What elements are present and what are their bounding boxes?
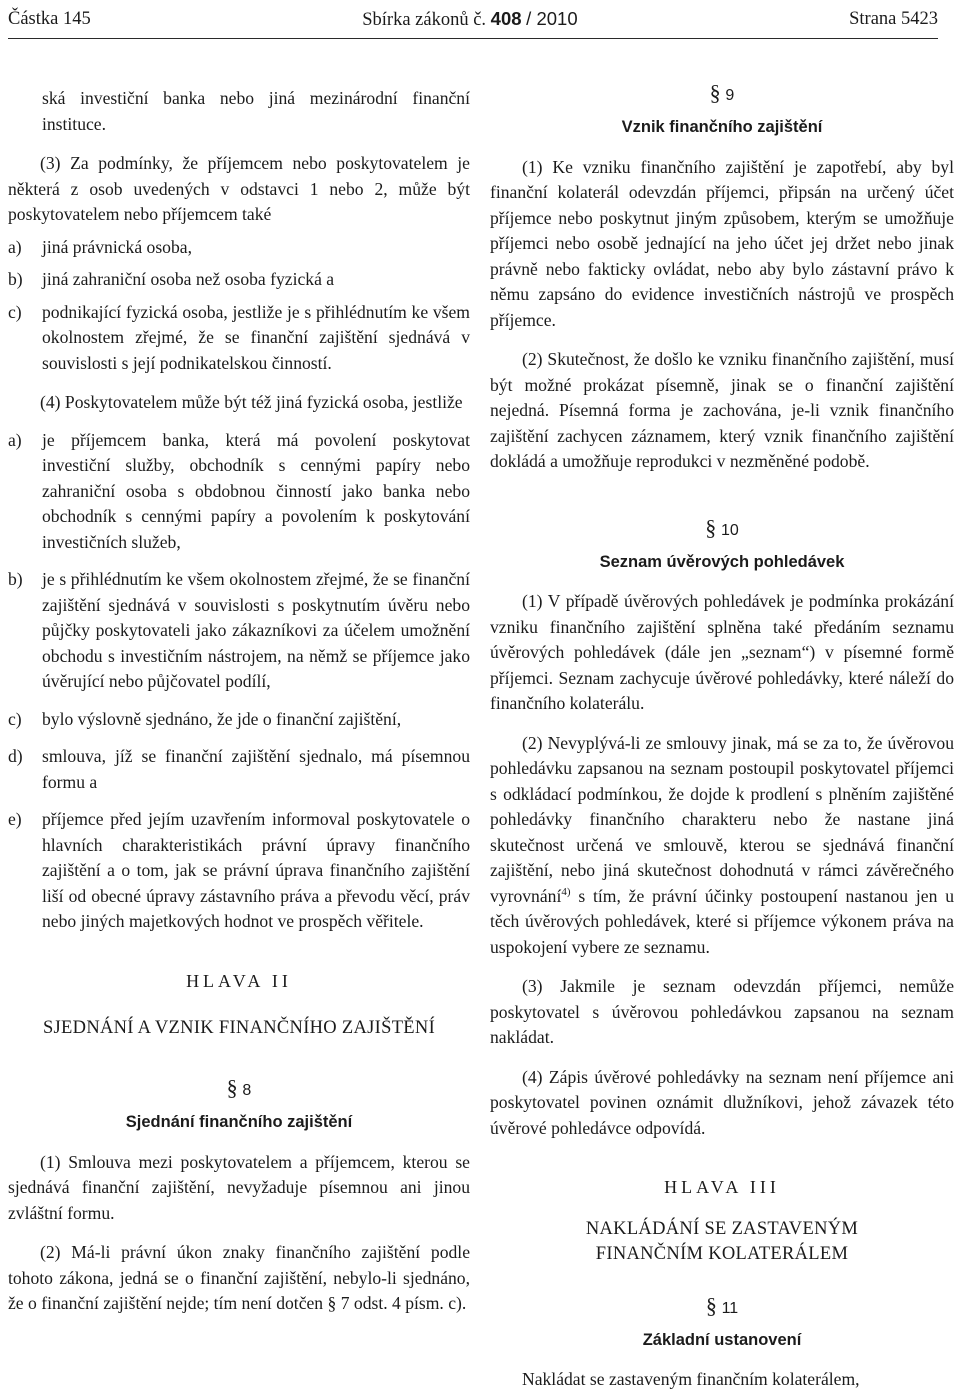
section-9-paragraph-2: (2) Skutečnost, že došlo ke vzniku finančního zajištění, musí být možné prokázat písemně, jinak se o finanční zajištění nejedná. Písemná forma je zachována, je-li vznik finančního zajištění zachycen záznamem, který vznik finančního zajištění dokládá a umožňuje reprodukci v nezměněné podobě. — [490, 349, 954, 471]
list-item — [8, 235, 470, 261]
header-law-year: / 2010 — [526, 7, 578, 29]
part-title: SJEDNÁNÍ A VZNIK FINANČNÍHO ZAJIŠTĚNÍ — [42, 1018, 436, 1038]
left-column — [8, 86, 470, 1317]
list-item-text: bylo výslovně sjednáno, že jde o finanční zajištění, — [42, 708, 402, 729]
list-item — [8, 807, 470, 935]
section-number: 8 — [242, 1082, 252, 1099]
section-symbol: § — [705, 514, 717, 540]
list-item-label: a) — [8, 236, 22, 257]
list-item — [8, 267, 470, 293]
section-symbol: § — [709, 80, 721, 105]
list-item-label: b) — [8, 569, 23, 589]
paragraph-3-list — [8, 235, 470, 377]
section-number: 10 — [720, 521, 739, 539]
list-item-text: je příjemcem banka, která má povolení poskytovat investiční služby, obchodník s cennými papíry nebo zahraniční osoba s obdobnou činností jako banka nebo obchodník s cennými papíry a povolením k poskytování investičních služeb, — [42, 429, 470, 552]
part-heading: HLAVA III — [664, 1177, 780, 1197]
section-9-paragraph-1: (1) Ke vzniku finančního zajištění je zapotřebí, aby byl finanční kolaterál odevzdán příjemci, připsán na určený účet příjemce nebo poskytnut jiným způsobem, kterým se umožňuje příjemci nebo osobě jednající na jeho účet jej držet nebo jinak právně nebo fakticky ovládat, nebo aby bylo zástavní právo k němu zapsáno do evidence investičních nástrojů ve prospěch příjemce. — [490, 156, 954, 330]
list-item-text: smlouva, jíž se finanční zajištění sjednalo, má písemnou formu a — [42, 746, 470, 792]
header-collection-prefix: Sbírka zákonů č. — [362, 9, 487, 30]
list-item-label: b) — [8, 269, 23, 289]
list-item — [8, 707, 470, 733]
section-number: 9 — [725, 87, 735, 104]
list-item-text: je s přihlédnutím ke všem okolnostem zřejmé, že se finanční zajištění sjednává v souvislosti s poskytnutím úvěru nebo půjčky poskytovateli jako zákazníkovi za účelem umožnění obchodu s investičním nástrojem, na němž se příjemce jako úvěrující nebo půjčovatel podílí, — [42, 569, 470, 691]
header-issue: Částka 145 — [8, 8, 91, 29]
paragraph-4-list — [8, 428, 470, 935]
section-8-title: Sjednání finančního zajištění — [125, 1113, 353, 1131]
part-heading: HLAVA II — [186, 970, 292, 991]
list-item — [8, 744, 470, 795]
list-item — [8, 300, 470, 377]
section-symbol: § — [705, 1292, 717, 1318]
header-law-number: 408 — [490, 7, 522, 29]
list-item-label: c) — [8, 708, 22, 729]
part-title-line-2: FINANČNÍM KOLATERÁLEM — [595, 1243, 849, 1264]
right-column — [490, 80, 954, 1393]
list-item-label: d) — [8, 746, 23, 766]
section-10-heading — [490, 515, 954, 544]
paragraph-3: (3) Za podmínky, že příjemcem nebo poskytovatelem je některá z osob uvedených v odstavci 1 nebo 2, může být poskytovatelem nebo příjemcem také — [8, 153, 470, 224]
section-9-heading — [490, 80, 954, 109]
list-item-text: jiná zahraniční osoba než osoba fyzická a — [42, 269, 335, 289]
list-item-label: a) — [8, 429, 22, 450]
section-11-heading — [490, 1293, 954, 1322]
part-title-line-1: NAKLÁDÁNÍ SE ZASTAVENÝM — [585, 1218, 859, 1239]
section-10-paragraph-2 — [490, 731, 954, 961]
section-11-title: Základní ustanovení — [642, 1330, 802, 1349]
paragraph-text: s tím, že právní účinky postoupení nastanou jen u těch úvěrových pohledávek, které si příjemce výkonem práva na uspokojení vybere ze seznamu. — [490, 885, 954, 957]
paragraph-4: (4) Poskytovatelem může být též jiná fyzická osoba, jestliže — [40, 392, 463, 412]
list-item-text: jiná právnická osoba, — [42, 236, 192, 257]
section-8-paragraph-2: (2) Má-li právní úkon znaky finančního zajištění podle tohoto zákona, jedná se o finanční zajištění, nebylo-li sjednáno, že o finanční zajištění nejde; tím není dotčen § 7 odst. 4 písm. c). — [8, 1242, 470, 1313]
list-item — [8, 428, 470, 556]
list-item-text: podnikající fyzická osoba, jestliže je s přihlédnutím ke všem okolnostem zřejmé, že se finanční zajištění sjednává v souvislosti s její podnikatelskou činností. — [42, 301, 470, 373]
section-symbol: § — [226, 1075, 238, 1100]
section-11-paragraph-1: Nakládat se zastaveným finančním kolaterálem, — [522, 1369, 860, 1389]
list-item-text: příjemce před jejím uzavřením informoval poskytovatele o hlavních charakteristikách právní úpravy finančního zajištění a o tom, jak se právní úprava finančního zajištění liší od obecné úpravy zástavního práva a převodu věcí, práv nebo jiných majetkových hodnot ve prospěch věřitele. — [42, 809, 470, 931]
section-8-paragraph-1: (1) Smlouva mezi poskytovatelem a příjemcem, kterou se sjednává finanční zajištění, nevyžaduje písemnou ani jinou zvláštní formu. — [8, 1151, 470, 1223]
section-number: 11 — [721, 1299, 739, 1317]
list-item-label: e) — [8, 809, 22, 829]
header-collection — [362, 8, 577, 31]
list-item-label: c) — [8, 301, 22, 322]
footnote-reference: 4) — [561, 885, 571, 898]
section-10-paragraph-3: (3) Jakmile je seznam odevzdán příjemci, nemůže poskytovatel s úvěrovou pohledávkou zapsanou na seznam nakládat. — [490, 976, 954, 1047]
section-10-title: Seznam úvěrových pohledávek — [599, 552, 845, 571]
list-item — [8, 567, 470, 695]
paragraph-text: (2) Nevyplývá-li ze smlouvy jinak, má se za to, že úvěrovou pohledávku zapsanou na seznam postoupil poskytovatel příjemci s odkládací podmínkou, že dojde k prodlení s plněním zajištěné pohledávky finančního charakteru nebo že nastane jiná skutečnost určená ve smlouvě, kterou se sjednává finanční zajištění, nebo jiná skutečnost dohodnutá v rámci závěrečného vyrovnání — [490, 732, 954, 906]
section-8-heading — [8, 1075, 470, 1104]
section-10-paragraph-4: (4) Zápis úvěrové pohledávky na seznam není příjemce ani poskytovatel povinen oznámit dlužníkovi, jehož závazek této úvěrové pohledávce odpovídá. — [490, 1066, 954, 1138]
section-10-paragraph-1: (1) V případě úvěrových pohledávek je podmínka prokázání vzniku finančního zajištění splněna také předáním seznamu úvěrových pohledávek (dále jen „seznam“) v písemné formě příjemci. Seznam zachycuje úvěrové pohledávky, které náleží do finančního kolaterálu. — [490, 591, 954, 713]
intro-continuation: ská investiční banka nebo jiná mezinárodní finanční instituce. — [42, 88, 470, 134]
page-header — [8, 6, 938, 39]
header-page-number: Strana 5423 — [849, 8, 938, 29]
section-9-title: Vznik finančního zajištění — [621, 118, 823, 136]
